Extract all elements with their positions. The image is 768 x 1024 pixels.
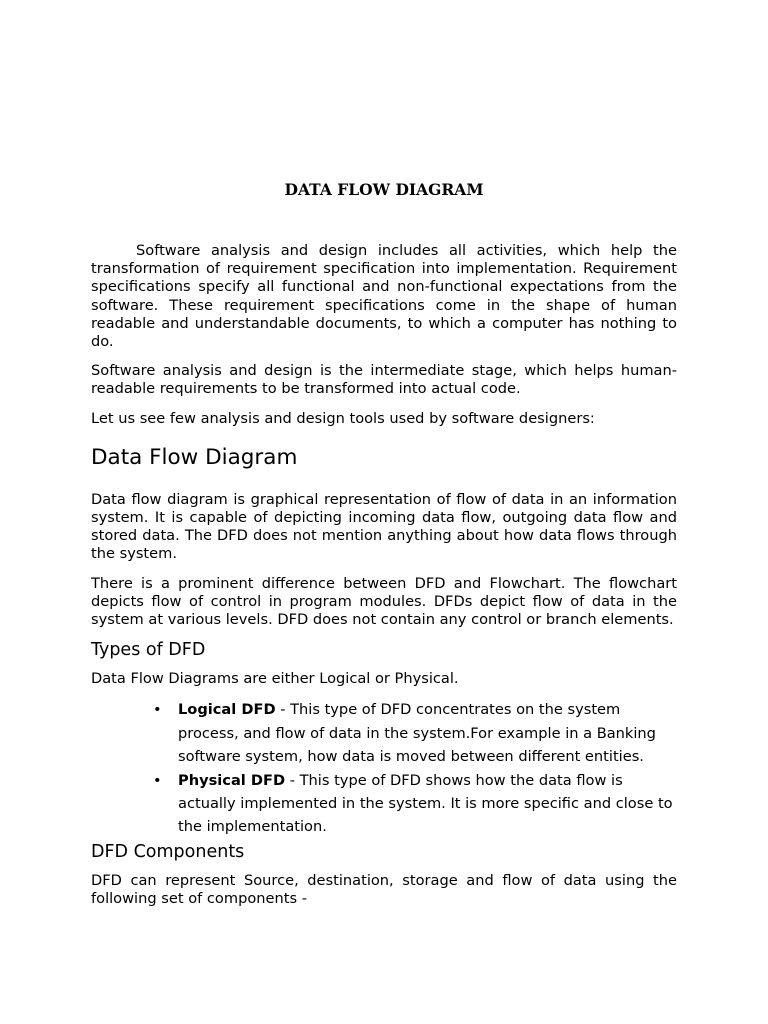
types-heading: Types of DFD bbox=[91, 640, 206, 661]
components-heading: DFD Components bbox=[91, 841, 245, 862]
term-physical-dfd: Physical DFD bbox=[178, 771, 286, 789]
bullet-icon: • bbox=[153, 771, 162, 789]
document-body bbox=[91, 242, 677, 908]
desc-physical-dfd: - This type of DFD shows how the data flow is actually implemented in the system. It is more specific and close to the implementation. bbox=[178, 771, 673, 836]
desc-logical-dfd: - This type of DFD concentrates on the system process, and flow of data in the system.For example in a Banking software system, how data is moved between different entities. bbox=[178, 701, 656, 766]
intro-paragraph-2: Software analysis and design is the intermediate stage, which helps human-readable requirements to be transformed into actual code. bbox=[91, 362, 677, 398]
section-heading-dfd: Data Flow Diagram bbox=[91, 444, 298, 470]
term-logical-dfd: Logical DFD bbox=[178, 701, 276, 719]
list-item-logical-dfd bbox=[91, 698, 677, 768]
intro-paragraph-3: Let us see few analysis and design tools used by software designers: bbox=[91, 409, 595, 427]
dfd-paragraph-2: There is a prominent difference between DFD and Flowchart. The flowchart depicts flow of control in program modules. DFDs depict flow of data in the system at various levels. DFD does not contain any control or branch elements. bbox=[91, 574, 677, 629]
types-intro: Data Flow Diagrams are either Logical or Physical. bbox=[91, 670, 459, 688]
list-item-physical-dfd bbox=[91, 769, 677, 839]
document-title: DATA FLOW DIAGRAM bbox=[284, 180, 484, 199]
types-list bbox=[91, 698, 677, 838]
dfd-paragraph-1: Data flow diagram is graphical representation of flow of data in an information system. It is capable of depicting incoming data flow, outgoing data flow and stored data. The DFD does not mention anything about how data flows through the system. bbox=[91, 490, 677, 563]
intro-paragraph-1: Software analysis and design includes all activities, which help the transformation of requirement specification into implementation. Requirement specifications specify all functional and non-functional expectations from the software. These requirement specifications come in the shape of human readable and understandable documents, to which a computer has nothing to do. bbox=[91, 242, 677, 351]
components-intro: DFD can represent Source, destination, storage and flow of data using the following set of components - bbox=[91, 871, 677, 908]
bullet-icon: • bbox=[153, 701, 162, 719]
